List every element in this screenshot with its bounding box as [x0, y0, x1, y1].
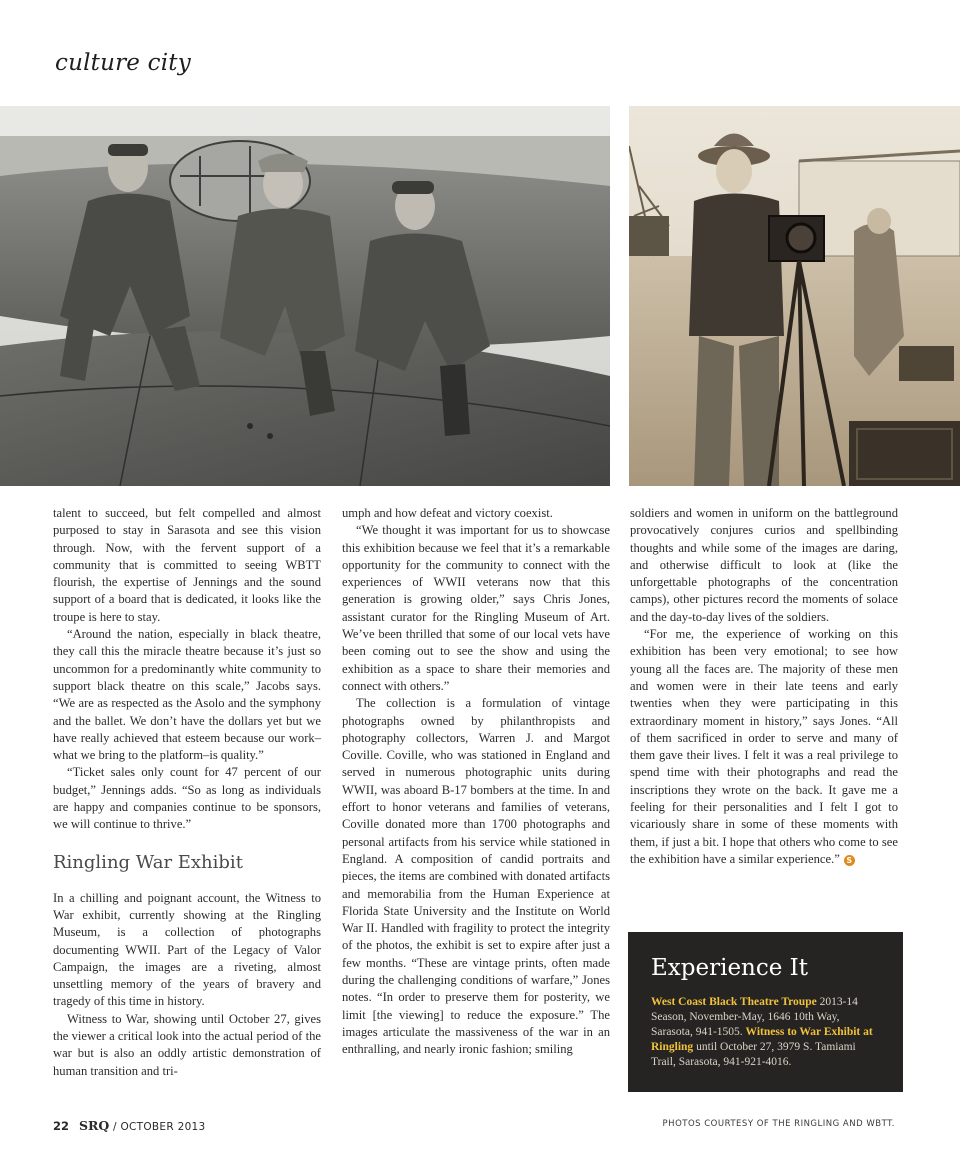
sidebar-event-name: West Coast Black Theatre Troupe: [651, 996, 817, 1008]
paragraph: “We thought it was important for us to showcase this exhibition because we feel that it’s a remarkable opportunity for the community to connect with the experiences of WWII veterans now that this generation is growing older,” says Chris Jones, assistant curator for the Ringling Museum of Art. We’ve been thrilled that some of our local vets have been coming out to see the show and using the exhibition as a space to share their memories and connect with others.”: [342, 523, 610, 693]
paragraph: soldiers and women in uniform on the battleground provocatively conjures curios and spellbinding thoughts and while some of the images are daring, and otherwise difficult to look at (like the unforgettable photographs of the concentration camps), other pictures record the moments of solace and the day-to-day lives of the soldiers.: [630, 506, 898, 624]
article-column-3: [630, 505, 898, 868]
paragraph: “Around the nation, especially in black theatre, they call this the miracle theatre because it’s just so uncommon for a predominantly white community to support black theatre on this scale,” Jacobs says. “We are as respected as the Asolo and the symphony and the ballet. We don’t have the dollars yet but we have really achieved that esteem because our work–what we bring to the platform–is quality.”: [53, 627, 321, 763]
folio: [53, 1118, 206, 1133]
sidebar-title: Experience It: [651, 955, 809, 981]
magazine-name: SRQ: [79, 1118, 110, 1133]
sidebar-event-details: 2013-14 Season, November-May, 1646 10th Way, Sarasota, 941-1505.: [651, 996, 858, 1038]
soldier-camera-photo: [629, 106, 960, 486]
section-title: culture city: [55, 50, 191, 76]
sidebar-event-details: until October 27, 3979 S. Tamiami Trail, Sarasota, 941-921-4016.: [651, 1041, 856, 1068]
paragraph: The collection is a formulation of vintage photographs owned by philanthropists and photography collectors, Warren J. and Margot Coville. Coville, who was stationed in England and served in numerous photographic units during WWII, was aboard B-17 bombers at the time. In and effort to honor veterans and families of veterans, Coville donated more than 1700 photographs and personal artifacts from his service while stationed in England. A composition of candid portraits and pieces, the items are combined with donated artifacts and memorabilia from the Human Experience at Florida State University and the Institute on World War II. Handled with fragility to protect the integrity of the photos, the exhibit is set to expire after just a few months. “These are vintage prints, often made during the challenging conditions of warfare,” Jones notes. “In order to preserve them for posterity, we limit [the viewing] to reduce the exposure.” The images articulate the massiveness of the war in an enthralling, and nearly ironic fashion; smiling: [342, 696, 610, 1057]
page-number: 22: [53, 1119, 70, 1133]
issue-date: / OCTOBER 2013: [109, 1121, 206, 1133]
article-column-1: [53, 505, 321, 1080]
paragraph: umph and how defeat and victory coexist.: [342, 506, 553, 520]
soldier-with-camera-photo: [629, 106, 960, 486]
paragraph: In a chilling and poignant account, the Witness to War exhibit, currently showing at the Ringling Museum, is a collection of photographs documenting WWII. Part of the Legacy of Valor Campaign, the images are a riveting, almost unsettling memory of the years of bravery and tragedy of this time in history.: [53, 890, 321, 1009]
sidebar-text: [651, 995, 883, 1070]
paragraph-text: “For me, the experience of working on this exhibition has been very emotional; to see how young all the faces are. The majority of these men and women were in their late teens and early twenties when they were participating in this extraordinary moment in history,” says Jones. “All of them sacrificed in order to serve and many of them gave their lives. I felt it was a real privilege to spend time with their photographs and read the inscriptions they wrote on the back. It gave me a feeling for their personalities and I felt I got to vicariously share in some of these moments with them, if just a bit. I hope that others who come to see the exhibition have a similar experience.”: [630, 627, 898, 866]
wwii-airmen-photo: [0, 106, 610, 486]
end-mark-icon: S: [844, 855, 855, 866]
subheading: Ringling War Exhibit: [53, 851, 243, 873]
paragraph: talent to succeed, but felt compelled and almost purposed to stay in Sarasota and see this vision through. Now, with the fervent support of a community that is committed to seeing WBTT flourish, the expertise of Jennings and the sound support of a board that is dedicated, it looks like the troupe is here to stay.: [53, 506, 321, 624]
paragraph: [630, 626, 898, 868]
experience-it-sidebar: [628, 932, 903, 1092]
photo-credit: PHOTOS COURTESY OF THE RINGLING AND WBTT.: [662, 1119, 895, 1129]
wwii-airmen-on-bomber-wing-photo: [0, 106, 610, 486]
article-column-2: [342, 505, 610, 1059]
sidebar-event-name: Witness to War Exhibit at Ringling: [651, 1026, 873, 1053]
paragraph: Witness to War, showing until October 27, gives the viewer a critical look into the actual period of the war but is also an oddly artistic demonstration of human transition and tri-: [53, 1011, 321, 1078]
paragraph: “Ticket sales only count for 47 percent of our budget,” Jennings adds. “So as long as individuals are happy and companies continue to be sponsors, we will continue to thrive.”: [53, 765, 321, 832]
